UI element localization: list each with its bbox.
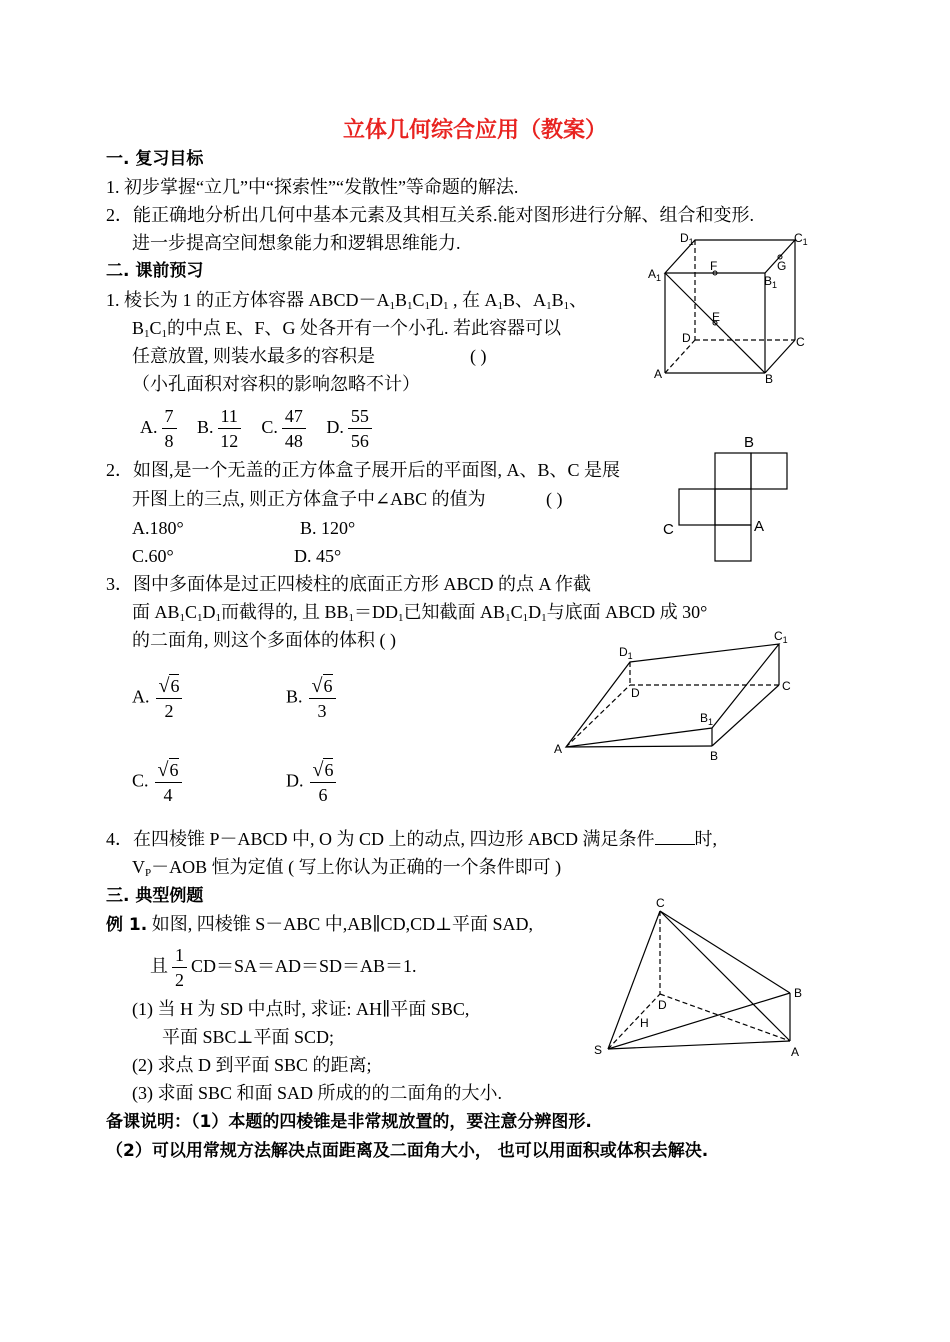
cube-label-d: D [682, 331, 691, 345]
q1-options [140, 401, 376, 453]
polyhedron-figure [548, 626, 808, 766]
q2-option-c: C.60° [132, 546, 174, 566]
q3-option-d: D. $\frac{√6}{6}$ [286, 758, 340, 807]
q2-line-1: 2．如图,是一个无盖的正方体盒子展开后的平面图, A、B、C 是展 [106, 460, 621, 480]
section-heading-examples: 三. 典型例题 [106, 886, 204, 906]
teaching-note-1: 备课说明：（1）本题的四棱锥是非常规放置的，要注意分辨图形. [106, 1112, 592, 1132]
section-heading-review-goals: 一. 复习目标 [106, 149, 204, 169]
cube-label-g: G [777, 259, 787, 273]
q2-option-a: A.180° [132, 518, 184, 538]
cube-label-b1: $B_1$ [764, 274, 778, 290]
pyramid-label-d: D [658, 998, 667, 1012]
q3-line-2: 面 $AB_1C_1D_1$而截得的, 且 $BB_1=DD_1$已知截面 $AB_1C_1D_1$与底面 ABCD 成 30° [132, 602, 708, 624]
prism-label-c1: $C_1$ [774, 629, 788, 645]
cube-label-c1: $C_1$ [794, 231, 808, 247]
q1-note: （小孔面积对容积的影响忽略不计） [132, 374, 420, 394]
q2-option-d: D. 45° [294, 546, 342, 566]
cube-label-c: C [796, 335, 805, 349]
q1-option-b-value: $\frac{11}{12}$ [218, 404, 241, 453]
prism-label-d: D [631, 686, 640, 700]
goal-line-1: 1. 初步掌握“立几”中“探索性”“发散性”等命题的解法. [106, 177, 519, 197]
cube-label-a: A [654, 367, 663, 381]
example-1-line-2: 且 $\frac{1}{2}$ CD＝SA＝AD＝SD＝AB＝1. [150, 945, 417, 991]
q1-option-a: A. [140, 417, 158, 437]
cube-net-figure [658, 430, 798, 570]
q1-option-d: D. [326, 417, 344, 437]
q1-option-a-value: $\frac{7}{8}$ [162, 404, 177, 453]
teaching-note-2: （2）可以用常规方法解决点面距离及二面角大小， 也可以用面积或体积去解决. [106, 1141, 709, 1161]
cube-label-d1: $D_1$ [680, 231, 694, 247]
prism-label-b: B [710, 749, 719, 763]
q4-line-2: $V_P-AOB$ 恒为定值 ( 写上你认为正确的一个条件即可 ) [132, 857, 562, 879]
q3-line-1: 3．图中多面体是过正四棱柱的底面正方形 ABCD 的点 A 作截 [106, 574, 592, 594]
net-label-b: B [744, 434, 755, 451]
prism-label-b1: $B_1$ [700, 711, 714, 727]
cube-label-e: E [712, 310, 721, 324]
example-1-part-1b: 平面 SBC⊥平面 SCD; [162, 1027, 334, 1047]
q3-option-b: B. $\frac{√6}{3}$ [286, 674, 340, 723]
cube-label-f: F [710, 259, 718, 273]
example-1-part-3: (3) 求面 SBC 和面 SAD 所成的的二面角的大小. [132, 1083, 503, 1103]
section-heading-preview: 二. 课前预习 [106, 261, 204, 281]
net-label-c: C [663, 521, 674, 538]
q3-option-c: C. $\frac{√6}{4}$ [132, 758, 186, 807]
prism-label-c: C [782, 679, 791, 693]
prism-label-a: A [554, 742, 563, 756]
q1-option-c: C. [261, 417, 278, 437]
page-title: 立体几何综合应用（教案） [342, 118, 607, 143]
q1-option-c-value: $\frac{47}{48}$ [282, 404, 306, 453]
cube-label-b: B [765, 372, 774, 386]
cube-figure [640, 228, 820, 388]
q1-option-d-value: $\frac{55}{56}$ [348, 404, 372, 453]
cube-label-a1: $A_1$ [648, 267, 662, 283]
example-1-line-1: 例 1. 如图, 四棱锥 S－ABC 中,AB∥CD,CD⊥平面 SAD, [106, 914, 534, 935]
q2-answer-paren: ( ) [546, 489, 563, 509]
q4-line-1: 4．在四棱锥 P－ABCD 中, O 为 CD 上的动点, 四边形 ABCD 满足条件 时, [106, 829, 718, 849]
q2-option-b: B. 120° [300, 518, 356, 538]
q1-answer-paren: ( ) [470, 346, 487, 366]
prism-label-d1: $D_1$ [619, 645, 633, 661]
q1-option-b: B. [197, 417, 214, 437]
example-1-part-1a: (1) 当 H 为 SD 中点时, 求证: AH∥平面 SBC, [132, 999, 470, 1019]
net-label-a: A [754, 518, 765, 535]
example-1-part-2: (2) 求点 D 到平面 SBC 的距离; [132, 1055, 372, 1075]
pyramid-label-b: B [794, 986, 803, 1000]
pyramid-label-a: A [791, 1045, 800, 1059]
q1-line-2: $B_1C_1$的中点 E、F、G 处各开有一个小孔. 若此容器可以 [132, 318, 562, 340]
pyramid-label-h: H [640, 1016, 649, 1030]
q3-line-3: 的二面角, 则这个多面体的体积 ( ) [132, 630, 396, 650]
q1-line-3: 任意放置, 则装水最多的容积是 [132, 346, 375, 366]
q1-line-1: 1. 棱长为 1 的正方体容器 $ABCD-A_1B_1C_1D_1$ , 在 $A_1B$、$A_1B_1$、 [106, 290, 588, 312]
pyramid-label-s: S [594, 1043, 603, 1057]
pyramid-label-c: C [656, 896, 665, 910]
q2-line-2: 开图上的三点, 则正方体盒子中∠ABC 的值为 [132, 489, 486, 509]
q3-option-a: A. $\frac{√6}{2}$ [132, 674, 186, 723]
q4-answer-blank[interactable] [655, 828, 695, 845]
goal-line-2: 2．能正确地分析出几何中基本元素及其相互关系.能对图形进行分解、组合和变形. [106, 205, 754, 225]
goal-line-3: 进一步提高空间想象能力和逻辑思维能力. [132, 233, 461, 253]
pyramid-figure [590, 893, 810, 1063]
